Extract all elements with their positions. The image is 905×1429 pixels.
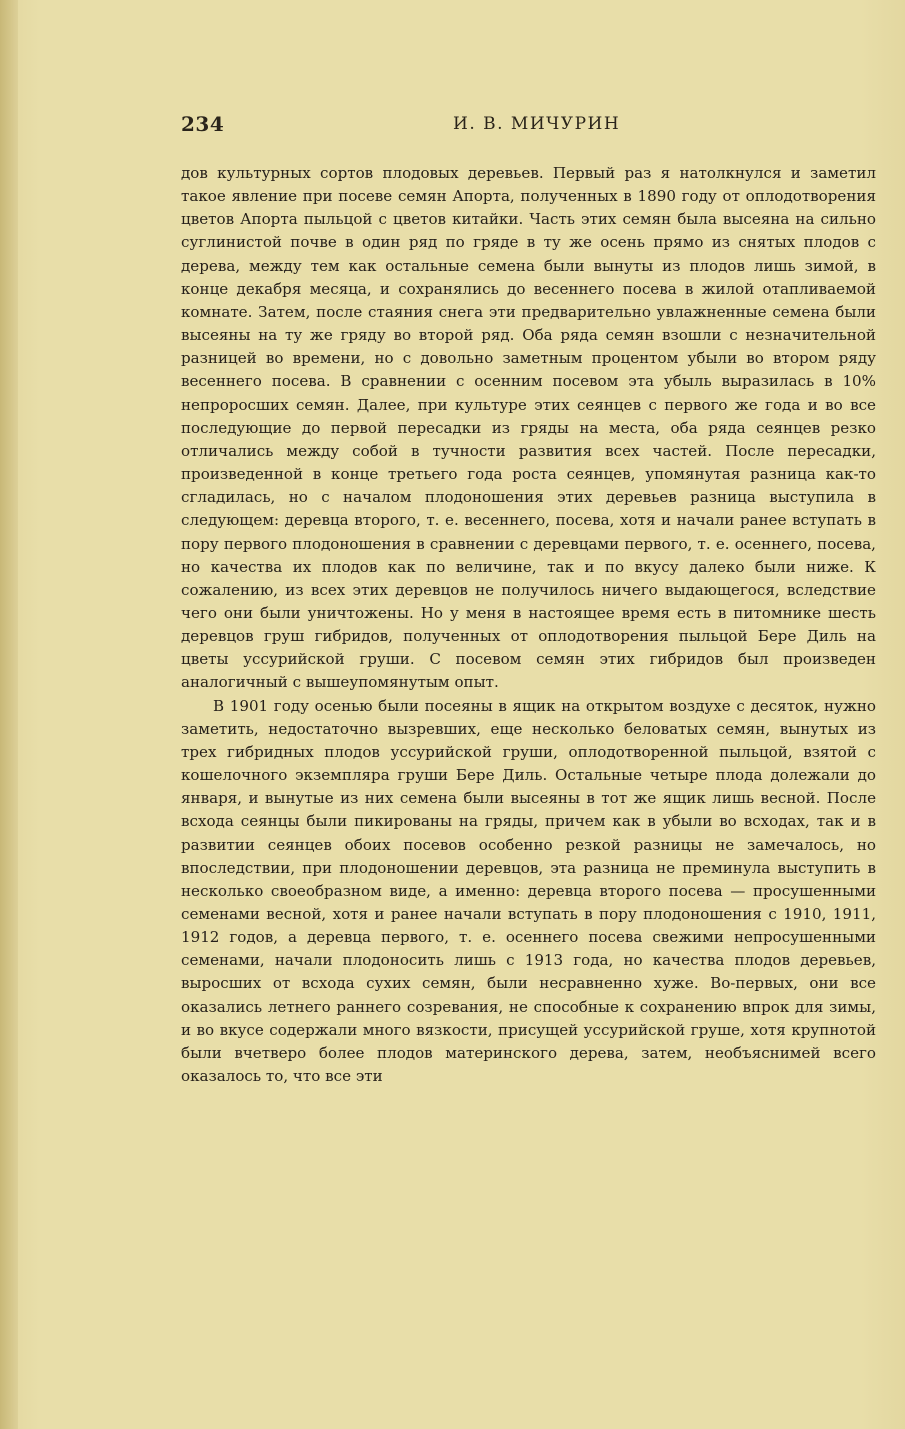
body-text bbox=[181, 162, 876, 1088]
paragraph-2: В 1901 году осенью были посеяны в ящик на открытом воздухе с десяток, нужно заметить, недостаточно вызревших, еще несколько беловатых семян, вынутых из трех гибридных плодов уссурийской груши, оплодотворенной пыльцой, взятой с кошелочного экземпляра груши Бере Диль. Остальные четыре плода долежали до января, и вынутые из них семена были высеяны в тот же ящик лишь весной. После всхода сеянцы были пикированы на гряды, причем как в убыли во всходах, так и в развитии сеянцев обоих посевов особенно резкой разницы не замечалось, но впоследствии, при плодоношении деревцов, эта разница не преминула выступить в несколько своеобразном виде, а именно: деревца второго посева — просушенными семенами весной, хотя и ранее начали вступать в пору плодоношения с 1910, 1911, 1912 годов, а деревца первого, т. е. осеннего посева свежими непросушенными семенами, начали плодоносить лишь с 1913 года, но качества плодов деревьев, выросших от всхода сухих семян, были несравненно хуже. Во-первых, они все оказались летнего раннего созревания, не способные к сохранению впрок для зимы, и во вкусе содержали много вязкости, присущей уссурийской груше, хотя крупнотой были вчетверо более плодов материнского дерева, затем, необъяснимей всего оказалось то, что все эти bbox=[181, 696, 876, 1086]
paragraph-1: дов культурных сортов плодовых деревьев. Первый раз я натолкнулся и заметил такое явление при посеве семян Апорта, полученных в 1890 году от оплодотворения цветов Апорта пыльцой с цветов китайки. Часть этих семян была высеяна на сильно суглинистой почве в один ряд по гряде в ту же осень прямо из снятых плодов с дерева, между тем как остальные семена были вынуты из плодов лишь зимой, в конце декабря месяца, и сохранялись до весеннего посева в жилой отапливаемой комнате. Затем, после стаяния снега эти предварительно увлажненные семена были высеяны на ту же гряду во второй ряд. Оба ряда семян взошли с незначительной разницей во времени, но с довольно заметным процентом убыли во втором ряду весеннего посева. В сравнении с осенним посевом эта убыль выразилась в 10% непроросших семян. Далее, при культуре этих сеянцев с первого же года и во все последующие до первой пересадки из гряды на места, оба ряда сеянцев резко отличались между собой в тучности развития всех частей. После пересадки, произведенной в конце третьего года роста сеянцев, упомянутая разница как-то сгладилась, но с началом плодоношения этих деревьев разница выступила в следующем: деревца второго, т. е. весеннего, посева, хотя и начали ранее вступать в пору первого плодоношения в сравнении с деревцами первого, т. е. осеннего, посева, но качества их плодов как по величине, так и по вкусу далеко были ниже. К сожалению, из всех этих деревцов не получилось ничего выдающегося, вследствие чего они были уничтожены. Но у меня в настоящее время есть в питомнике шесть деревцов груш гибридов, полученных от оплодотворения пыльцой Бере Диль на цветы уссурийской груши. С посевом семян этих гибридов был произведен аналогичный с вышеупомянутым опыт. bbox=[181, 164, 876, 692]
page-number: 234 bbox=[181, 112, 225, 136]
page-binding-edge bbox=[0, 0, 18, 1429]
page-header bbox=[181, 112, 876, 142]
running-head: И. В. МИЧУРИН bbox=[453, 114, 621, 134]
